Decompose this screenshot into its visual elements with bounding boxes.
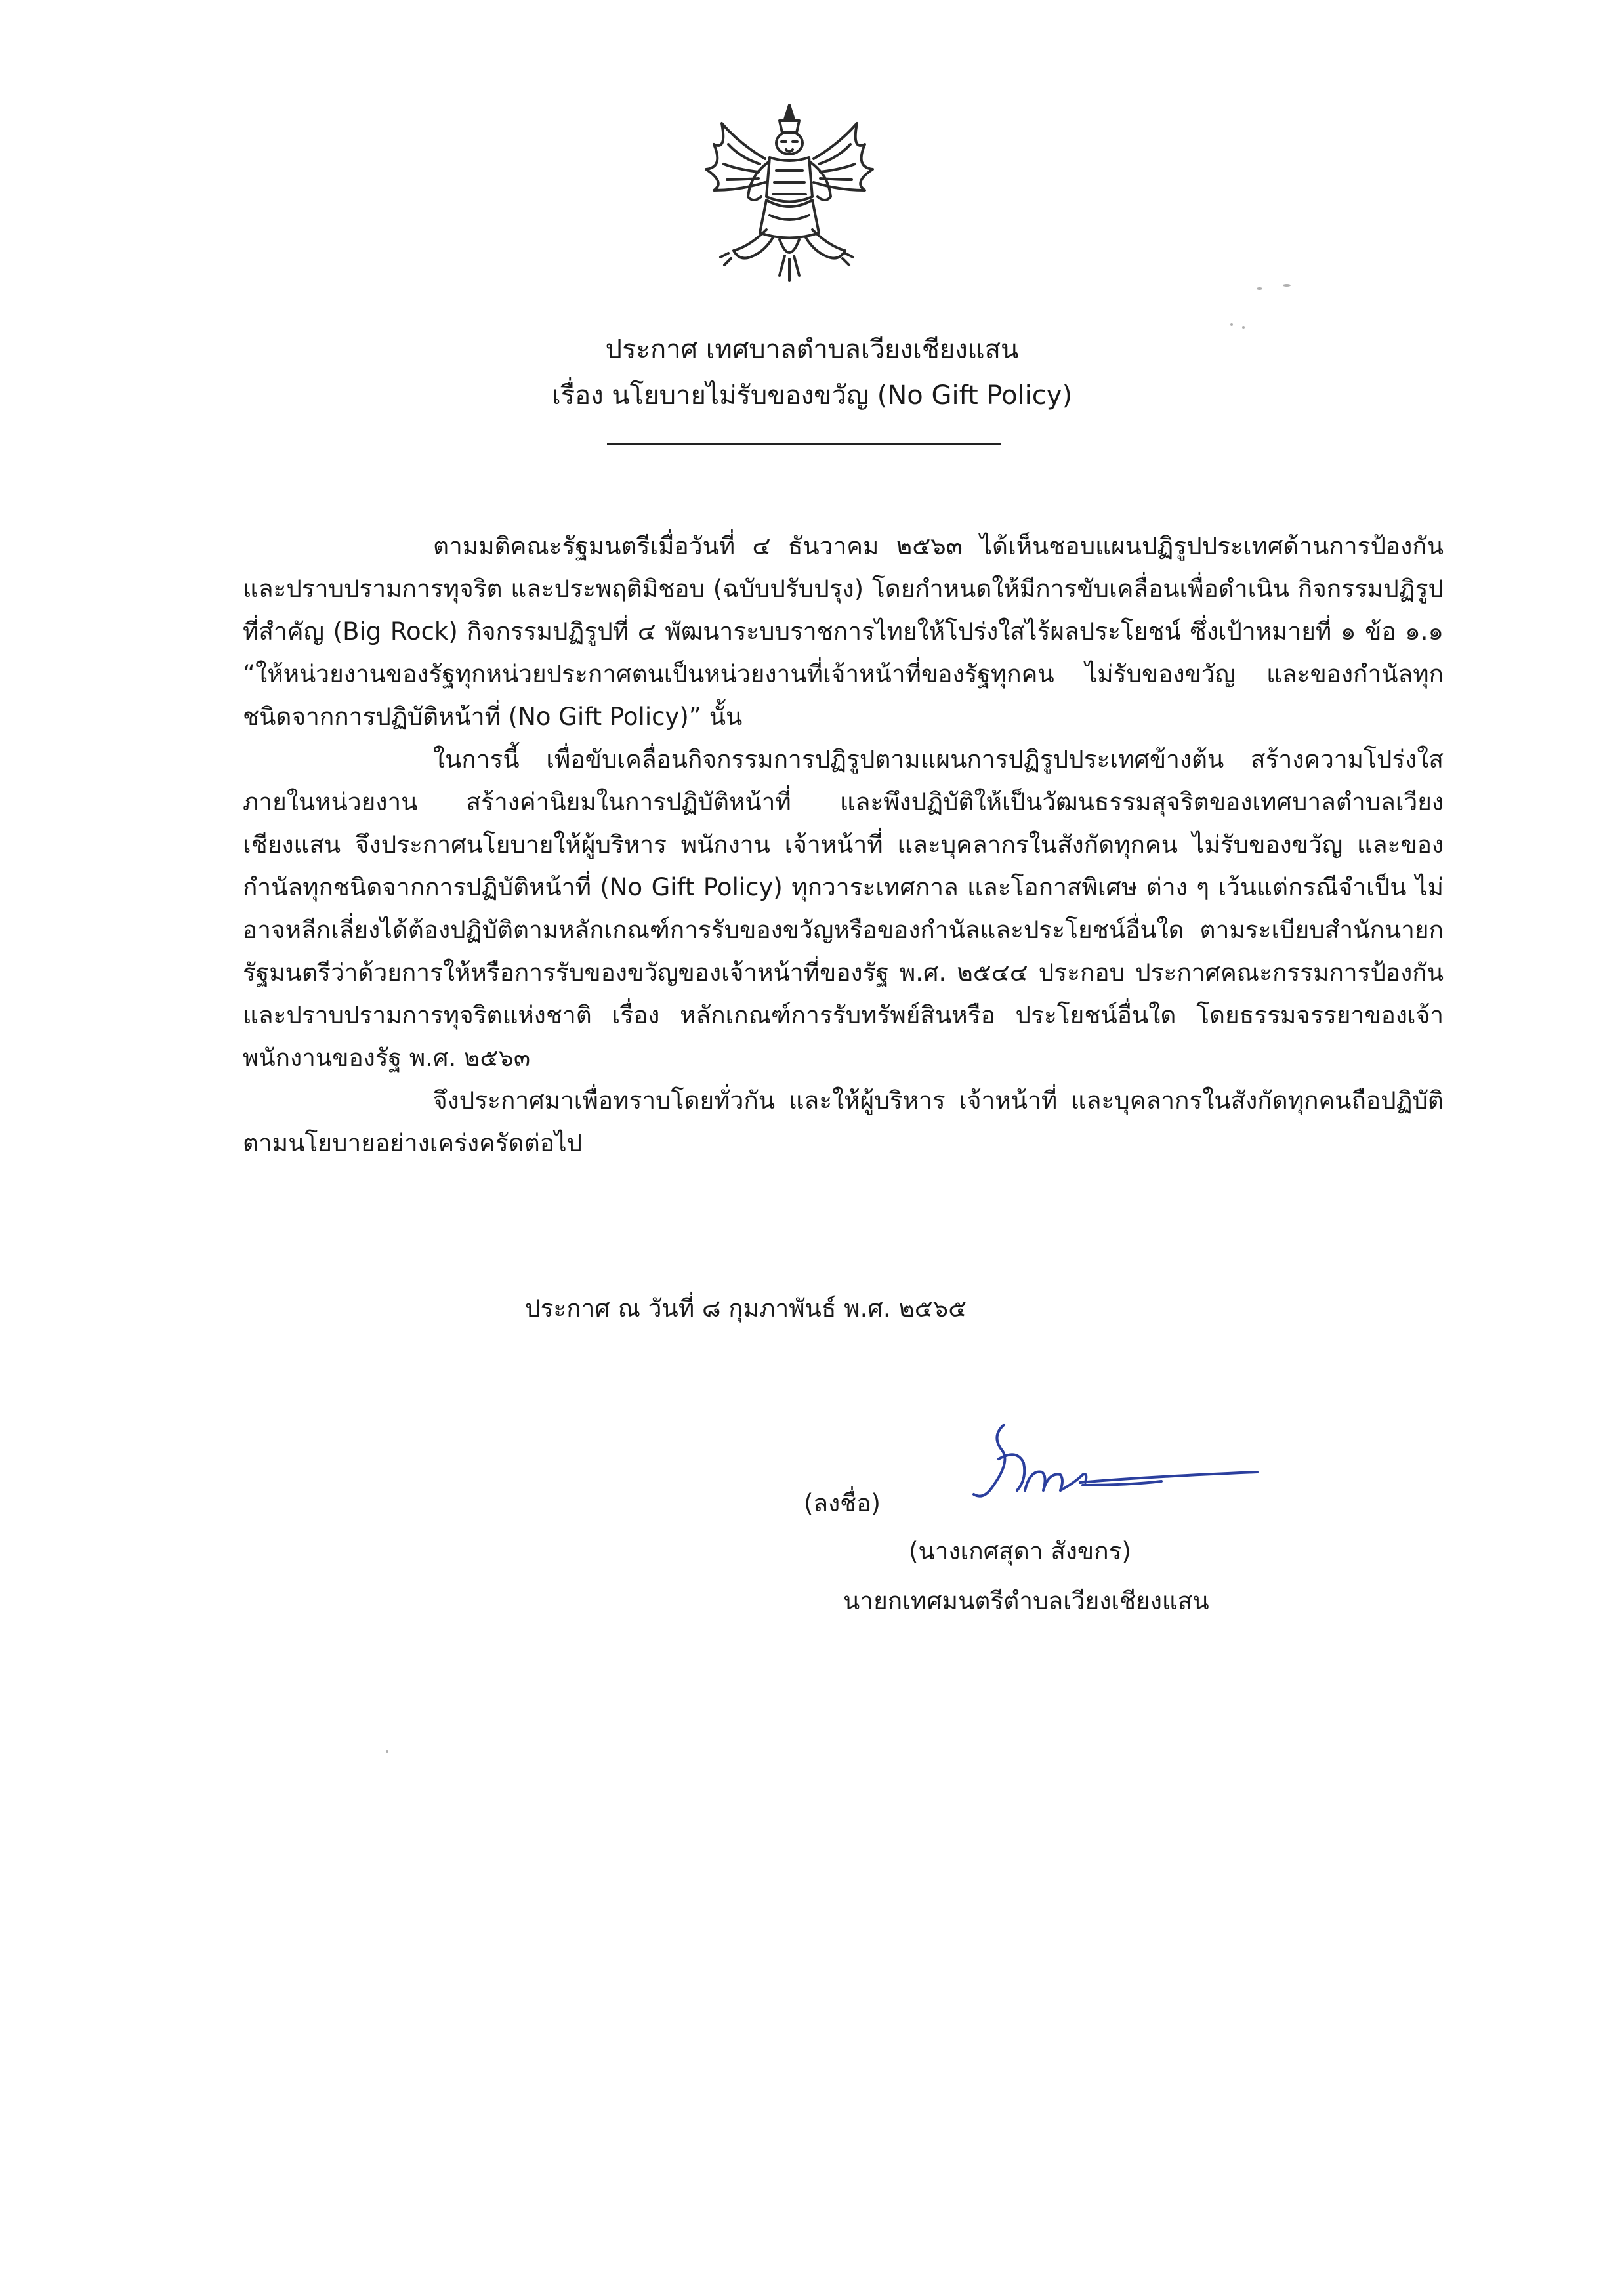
title-divider <box>607 443 1001 445</box>
announcement-date: ประกาศ ณ วันที่ ๘ กุมภาพันธ์ พ.ศ. ๒๕๖๕ <box>525 1294 967 1322</box>
body-paragraph-3: จึงประกาศมาเพื่อทราบโดยทั่วกัน และให้ผู้บริหาร เจ้าหน้าที่ และบุคลากรในสังกัดทุกคนถือปฏิบัติตามนโยบายอย่างเคร่งครัดต่อไป <box>243 1086 1444 1157</box>
scan-speck <box>1242 326 1245 329</box>
garuda-emblem-icon <box>688 98 891 289</box>
signer-position: นายกเทศมนตรีตำบลเวียงเชียงแสน <box>843 1587 1209 1615</box>
signature-label: (ลงชื่อ) <box>804 1489 881 1517</box>
announcement-body <box>243 525 1444 1164</box>
scan-speck <box>1230 323 1233 326</box>
announcement-title: ประกาศ เทศบาลตำบลเวียงเชียงแสน <box>605 335 1019 365</box>
scan-speck <box>1283 284 1291 287</box>
handwritten-signature-icon <box>965 1417 1266 1515</box>
scan-speck <box>1257 287 1262 290</box>
signer-name: (นางเกศสุดา สังขกร) <box>909 1537 1131 1565</box>
announcement-subject: เรื่อง นโยบายไม่รับของขวัญ (No Gift Policy) <box>551 380 1073 411</box>
scan-speck <box>386 1750 388 1753</box>
body-paragraph-1: ตามมติคณะรัฐมนตรีเมื่อวันที่ ๔ ธันวาคม ๒๕๖๓ ได้เห็นชอบแผนปฏิรูปประเทศด้านการป้องกัน และปราบปรามการทุจริต และประพฤติมิชอบ (ฉบับปรับปรุง) โดยกำหนดให้มีการขับเคลื่อนเพื่อดำเนิน กิจกรรมปฏิรูปที่สำคัญ (Big Rock) กิจกรรมปฏิรูปที่ ๔ พัฒนาระบบราชการไทยให้โปร่งใสไร้ผลประโยชน์ ซึ่งเป้าหมายที่ ๑ ข้อ ๑.๑ “ให้หน่วยงานของรัฐทุกหน่วยประกาศตนเป็นหน่วยงานที่เจ้าหน้าที่ของรัฐทุกคน ไม่รับของขวัญ และของกำนัลทุกชนิดจากการปฏิบัติหน้าที่ (No Gift Policy)” นั้น <box>243 532 1444 731</box>
body-paragraph-2: ในการนี้ เพื่อขับเคลื่อนกิจกรรมการปฏิรูปตามแผนการปฏิรูปประเทศข้างต้น สร้างความโปร่งใส ภายในหน่วยงาน สร้างค่านิยมในการปฏิบัติหน้าที่ และพึงปฏิบัติให้เป็นวัฒนธรรมสุจริตของเทศบาลตำบลเวียงเชียงแสน จึงประกาศนโยบายให้ผู้บริหาร พนักงาน เจ้าหน้าที่ และบุคลากรในสังกัดทุกคน ไม่รับของขวัญ และของกำนัลทุกชนิดจากการปฏิบัติหน้าที่ (No Gift Policy) ทุกวาระเทศกาล และโอกาสพิเศษ ต่าง ๆ เว้นแต่กรณีจำเป็น ไม่อาจหลีกเลี่ยงได้ต้องปฏิบัติตามหลักเกณฑ์การรับของขวัญหรือของกำนัลและประโยชน์อื่นใด ตามระเบียบสำนักนายกรัฐมนตรีว่าด้วยการให้หรือการรับของขวัญของเจ้าหน้าที่ของรัฐ พ.ศ. ๒๕๔๔ ประกอบ ประกาศคณะกรรมการป้องกันและปราบปรามการทุจริตแห่งชาติ เรื่อง หลักเกณฑ์การรับทรัพย์สินหรือ ประโยชน์อื่นใด โดยธรรมจรรยาของเจ้าพนักงานของรัฐ พ.ศ. ๒๕๖๓ <box>243 745 1444 1072</box>
